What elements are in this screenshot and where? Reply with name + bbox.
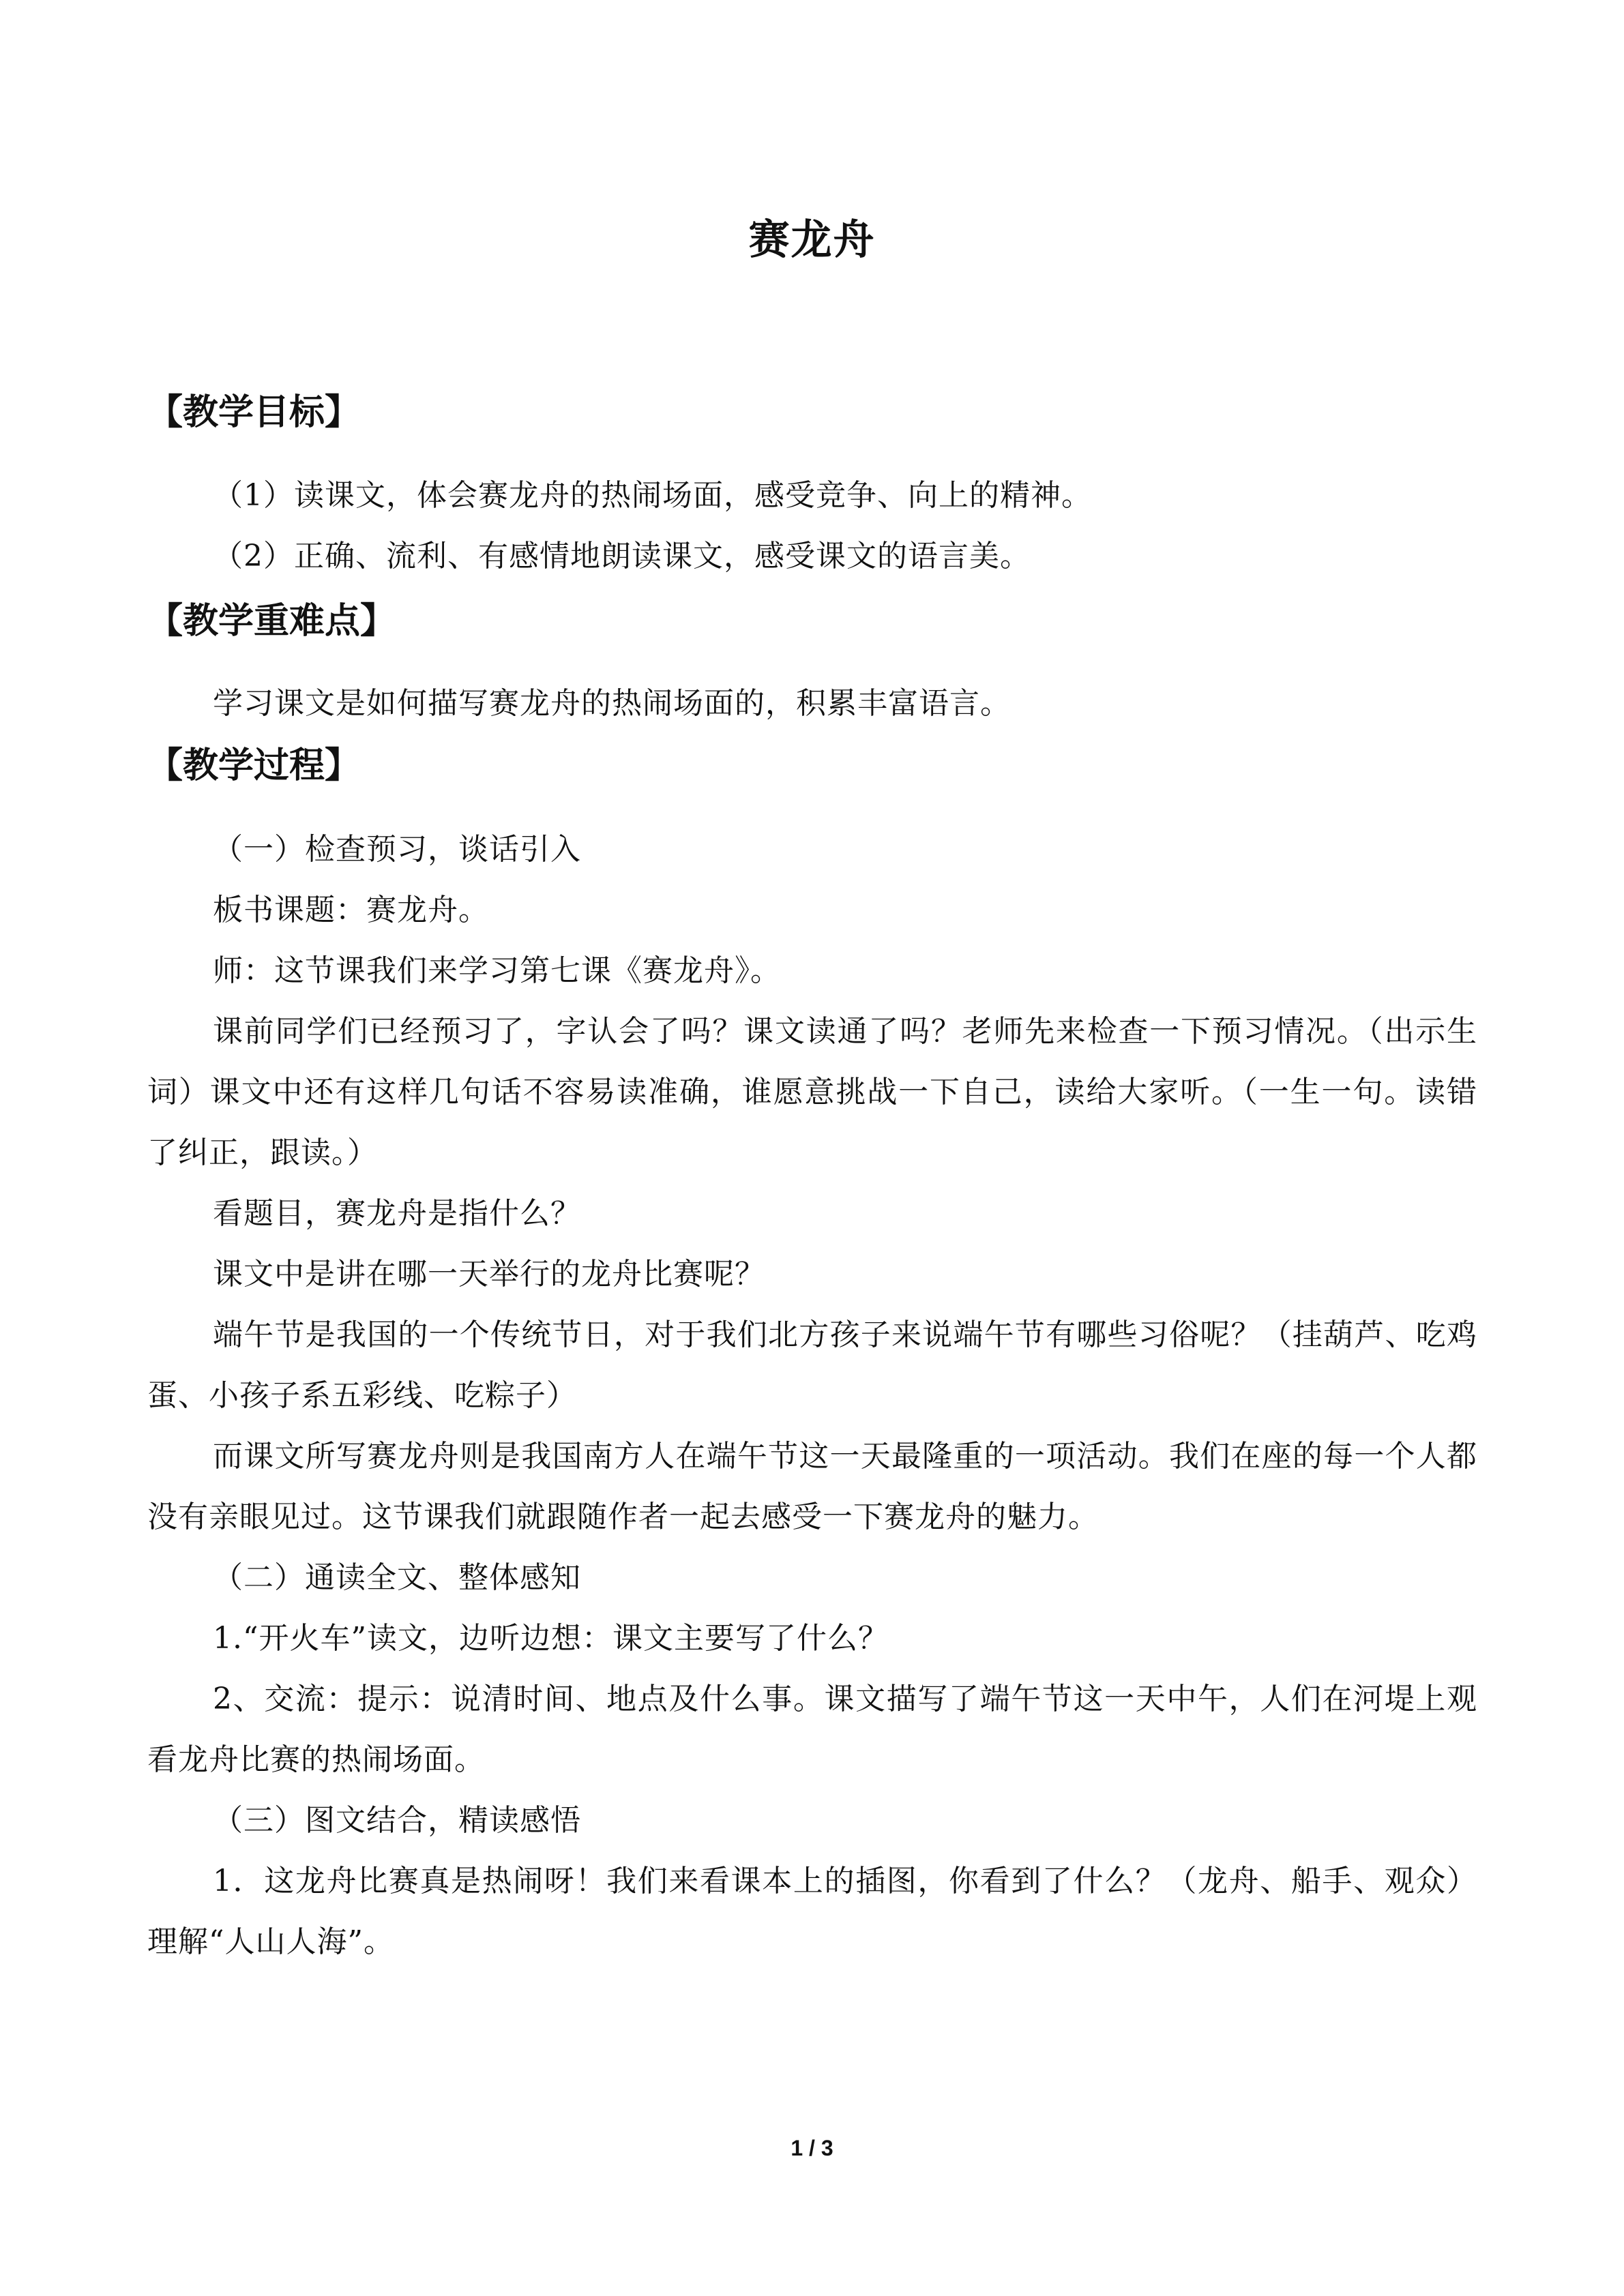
process-paragraph: （三）图文结合，精读感悟	[213, 1803, 581, 1838]
key-points-text: 学习课文是如何描写赛龙舟的热闹场面的，积累丰富语言。	[213, 686, 1011, 721]
page-number: 1 / 3	[791, 2136, 833, 2160]
goal-item-2: （2）正确、流利、有感情地朗读课文，感受课文的语言美。	[213, 539, 1031, 573]
process-paragraph: 1．这龙舟比赛真是热闹呀！我们来看课本上的插图，你看到了什么？（龙舟、船手、观众）理解“人山人海”。	[147, 1864, 1477, 1959]
process-paragraph: 课文中是讲在哪一天举行的龙舟比赛呢？	[213, 1257, 765, 1292]
process-paragraph: 2、交流：提示：说清时间、地点及什么事。课文描写了端午节这一天中午，人们在河堤上观看龙舟比赛的热闹场面。	[147, 1682, 1477, 1777]
heading-key-points: 【教学重难点】	[147, 601, 396, 642]
heading-teaching-process: 【教学过程】	[147, 745, 361, 786]
process-paragraph: 而课文所写赛龙舟则是我国南方人在端午节这一天最隆重的一项活动。我们在座的每一个人都没有亲眼见过。这节课我们就跟随作者一起去感受一下赛龙舟的魅力。	[147, 1439, 1477, 1534]
process-paragraph: 看题目，赛龙舟是指什么？	[213, 1196, 581, 1231]
process-paragraph: 师：这节课我们来学习第七课《赛龙舟》。	[213, 953, 781, 988]
page-title: 赛龙舟	[748, 216, 876, 264]
process-paragraph: 课前同学们已经预习了，字认会了吗？课文读通了吗？老师先来检查一下预习情况。（出示生词）课文中还有这样几句话不容易读准确，谁愿意挑战一下自己，读给大家听。（一生一句。读错了纠正，跟读。）	[147, 1014, 1477, 1170]
process-paragraph: 端午节是我国的一个传统节日，对于我们北方孩子来说端午节有哪些习俗呢？（挂葫芦、吃鸡蛋、小孩子系五彩线、吃粽子）	[147, 1317, 1477, 1413]
process-paragraph: （一）检查预习，谈话引入	[213, 832, 581, 867]
process-paragraph: 板书课题：赛龙舟。	[213, 893, 489, 927]
goal-item-1: （1）读课文，体会赛龙舟的热闹场面，感受竞争、向上的精神。	[213, 478, 1092, 513]
process-paragraph: 1.“开火车”读文，边听边想：课文主要写了什么？	[213, 1621, 889, 1656]
heading-teaching-goals: 【教学目标】	[147, 392, 361, 433]
process-paragraph: （二）通读全文、整体感知	[213, 1560, 581, 1595]
